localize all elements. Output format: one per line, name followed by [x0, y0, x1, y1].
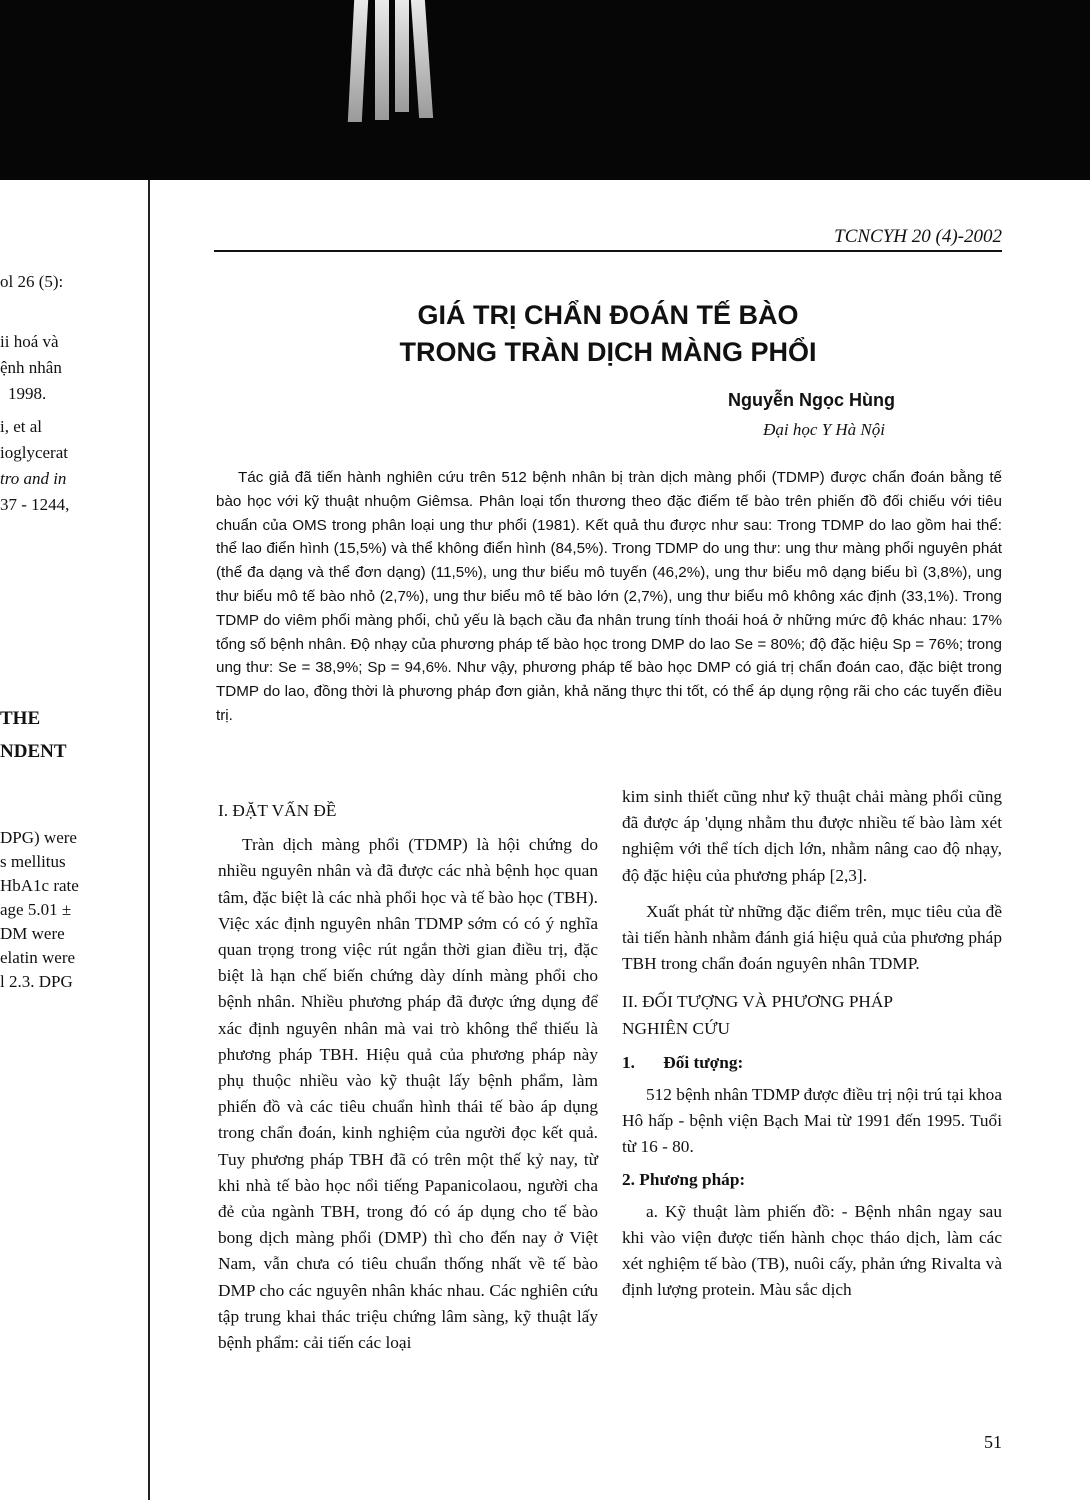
body-paragraph: a. Kỹ thuật làm phiến đồ: - Bệnh nhân ngay sau khi vào viện được tiến hành chọc tháo dịch, làm các xét nghiệm tế bào (TB), nuôi cấy, phản ứng Rivalta và định lượng protein. Màu sắc dịch	[622, 1201, 1002, 1300]
fragment-line: DPG) were	[0, 828, 77, 847]
body-paragraph: 512 bệnh nhân TDMP được điều trị nội trú tại khoa Hô hấp - bệnh viện Bạch Mai từ 1991 đến 1995. Tuổi từ 16 - 80.	[622, 1085, 1002, 1157]
journal-header: TCNCYH 20 (4)-2002	[834, 226, 1002, 247]
subsection-label: Đối tượng:	[663, 1052, 744, 1072]
scan-top-band	[0, 0, 1090, 180]
body-paragraph: kim sinh thiết cũng như kỹ thuật chải màng phổi cũng đã được áp 'dụng nhằm thu được nhiều tế bào làm xét nghiệm với thể tích dịch lớn, nhằm nâng cao độ nhạy, độ đặc hiệu của phương pháp [2,3].	[622, 787, 1002, 885]
abstract: Tác giả đã tiến hành nghiên cứu trên 512 bệnh nhân bị tràn dịch màng phổi (TDMP) được chẩn đoán bằng tế bào học với kỹ thuật nhuộm Giêmsa. Phân loại tổn thương theo đặc điểm tế bào trên phiến đồ đối chiếu với tiêu chuẩn của OMS trong phân loại ung thư phổi (1981). Kết quả thu được như sau: Trong TDMP do lao gồm hai thể: thể lao điển hình (15,5%) và thể không điển hình (84,5%). Trong TDMP do ung thư: ung thư màng phổi nguyên phát (thể đa dạng và thể đơn dạng) (11,5%), ung thư biểu mô tuyến (46,2%), ung thư biểu mô dạng biểu bì (3,8%), ung thư biểu mô tế bào nhỏ (2,7%), ung thư biểu mô tế bào lớn (2,7%), ung thư biểu mô không xác định (33,1%). Trong TDMP do viêm phổi màng phổi, chủ yếu là bạch cầu đa nhân trung tính thoái hoá ở những mức độ khác nhau: 17% tổng số bệnh nhân. Độ nhạy của phương pháp tế bào học trong DMP do lao Se = 80%; độ đặc hiệu Sp = 76%; trong ung thư: Se = 38,9%; Sp = 94,6%. Như vậy, phương pháp tế bào học DMP có giá trị chẩn đoán cao, đặc biệt trong TDMP do lao, đồng thời là phương pháp đơn giản, khả năng thực thi tốt, có thể áp dụng rộng rãi cho các tuyến điều trị.	[216, 469, 1002, 724]
body-paragraph: Xuất phát từ những đặc điểm trên, mục tiêu của đề tài tiến hành nhằm đánh giá hiệu quả của phương pháp TBH trong chẩn đoán nguyên nhân TDMP.	[622, 901, 1002, 974]
fragment-line: HbA1c rate	[0, 876, 79, 895]
body-column-left	[218, 792, 598, 1356]
fragment-line: ioglycerat	[0, 443, 68, 462]
title-line: GIÁ TRỊ CHẨN ĐOÁN TẾ BÀO	[417, 300, 799, 330]
fragment-line: s mellitus	[0, 852, 66, 871]
header-rule	[214, 250, 1002, 252]
fragment-line: ol 26 (5):	[0, 272, 64, 291]
binding-clip	[395, 0, 409, 112]
fragment-line: ii hoá và	[0, 332, 59, 351]
fragment-line: elatin were	[0, 948, 76, 967]
page-gutter	[148, 180, 150, 1500]
author-affiliation: Đại học Y Hà Nội	[763, 420, 885, 439]
section-heading: I. ĐẶT VẤN ĐỀ	[218, 801, 337, 820]
fragment-line: THE	[0, 708, 41, 729]
fragment-line: 1998.	[8, 384, 47, 403]
body-paragraph: Tràn dịch màng phổi (TDMP) là hội chứng do nhiều nguyên nhân và đã được các nhà bệnh học quan tâm, đặc biệt là các nhà phổi học và tế bào học (TBH). Việc xác định nguyên nhân TDMP sớm có có ý nghĩa quan trọng trong việc rút ngắn thời gian điều trị, đặc biệt là hạn chế biến chứng dày dính màng phổi cho bệnh nhân. Nhiều phương pháp đã được ứng dụng để xác định nguyên nhân mà vai trò không thể thiếu là phương pháp TBH. Hiệu quả của phương pháp này phụ thuộc nhiều vào kỹ thuật lấy bệnh phẩm, làm phiến đồ và các tiêu chuẩn hình thái tế bào áp dụng trong chẩn đoán, kinh nghiệm của người đọc kết quả. Tuy phương pháp TBH đã có trên một thế kỷ nay, từ khi nhà tế bào học nổi tiếng Papanicolaou, người cha đẻ của ngành TBH, trong đó có áp dụng cho tế bào bong dịch màng phổi (DMP) thì cho đến nay ở Việt Nam, vẫn chưa có tiêu chuẩn thống nhất về tế bào DMP cho các nguyên nhân khác nhau. Các nghiên cứu tập trung khai thác triệu chứng lâm sàng, kỹ thuật lấy bệnh phẩm: cải tiến các loại	[218, 835, 598, 1353]
fragment-line: NDENT	[0, 741, 67, 762]
fragment-line: i, et al	[0, 417, 43, 436]
subsection-heading: 2. Phương pháp:	[622, 1169, 746, 1189]
page-number: 51	[984, 1432, 1002, 1452]
fragment-line: age 5.01 ±	[0, 900, 72, 919]
section-heading-line: NGHIÊN CỨU	[622, 1018, 730, 1038]
subsection-number: 1.	[622, 1052, 635, 1072]
fragment-line: DM were	[0, 924, 65, 943]
section-heading	[622, 989, 1002, 1041]
fragment-line: l 2.3. DPG	[0, 972, 73, 991]
section-heading-line: II. ĐỐI TƯỢNG VÀ PHƯƠNG PHÁP	[622, 992, 894, 1012]
author-name: Nguyễn Ngọc Hùng	[728, 390, 895, 410]
body-column-right	[622, 784, 1002, 1304]
fragment-line: 37 - 1244,	[0, 495, 70, 514]
subsection-heading	[622, 1050, 1002, 1076]
binding-clip	[375, 0, 389, 120]
article-title	[214, 297, 1002, 371]
title-line: TRONG TRÀN DỊCH MÀNG PHỔI	[399, 337, 817, 367]
fragment-line: ệnh nhân	[0, 358, 62, 377]
fragment-line: tro and in	[0, 469, 67, 488]
